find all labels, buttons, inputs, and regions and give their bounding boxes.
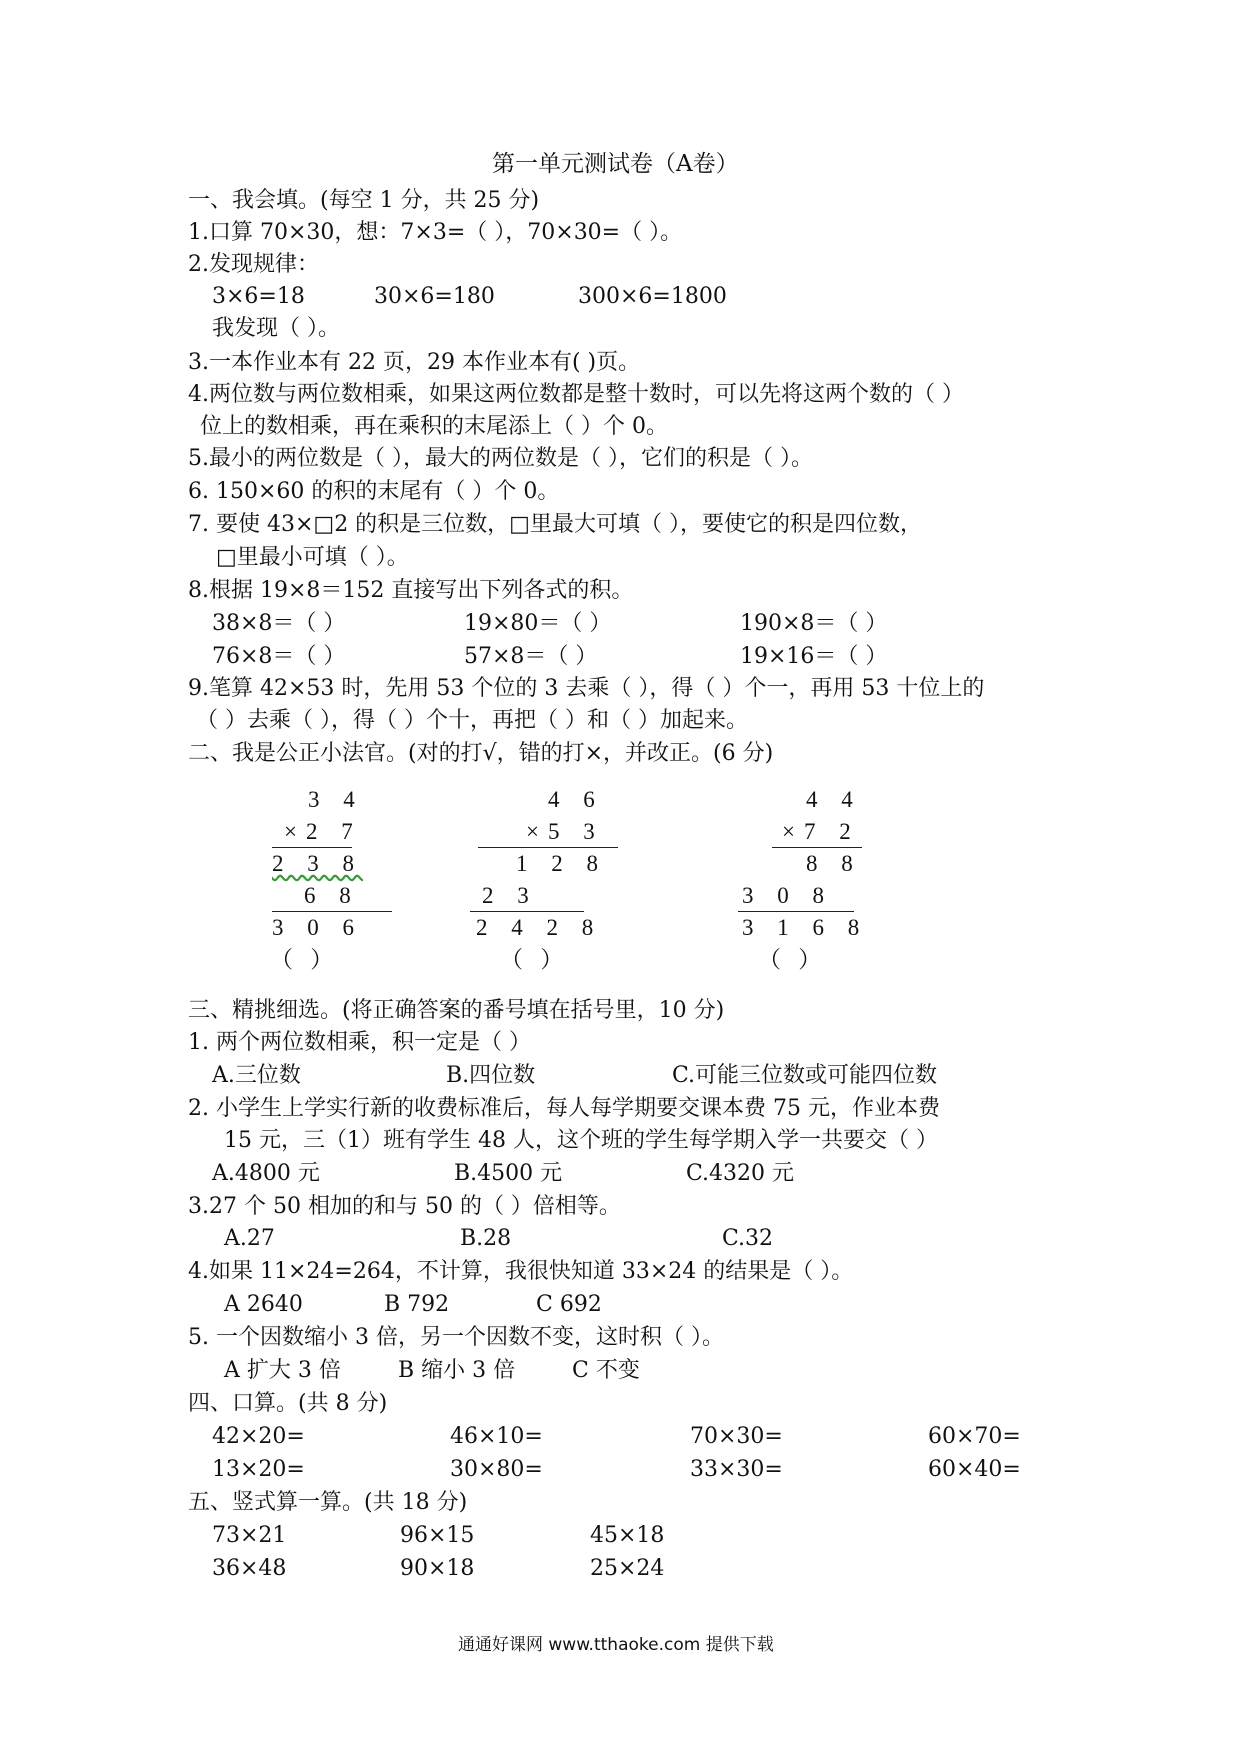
calc3-multiplicand: 4 4: [806, 787, 862, 812]
s3-q2-line1: 2. 小学生上学实行新的收费标准后，每人每学期要交课本费 75 元，作业本费: [188, 1096, 940, 1121]
s1-q8-item-5: 57×8＝（ ）: [464, 644, 598, 669]
calc2-result: 2 4 2 8: [476, 915, 603, 940]
calc2-rule-1: [478, 847, 618, 848]
s3-q5-opt-c: C 不变: [572, 1358, 640, 1383]
s4-item-3: 70×30=: [690, 1424, 783, 1449]
s3-q2-opt-b: B.4500 元: [454, 1161, 563, 1186]
calc3-rule-1: [772, 847, 862, 848]
section-1-heading: 一、我会填。(每空 1 分，共 25 分): [188, 188, 540, 213]
calc2-multiplier: ×5 3: [526, 819, 604, 844]
s1-q4-line2: 位上的数相乘，再在乘积的末尾添上（ ）个 0。: [200, 414, 668, 439]
calc1-result: 3 0 6: [272, 915, 363, 940]
section-5-heading: 五、竖式算一算。(共 18 分): [188, 1490, 468, 1515]
s3-q1-opt-c: C.可能三位数或可能四位数: [672, 1063, 938, 1088]
s1-q4-line1: 4.两位数与两位数相乘，如果这两位数都是整十数时，可以先将这两个数的（ ）: [188, 382, 964, 407]
s3-q3-opt-a: A.27: [224, 1226, 275, 1251]
s3-q1-opt-b: B.四位数: [446, 1063, 536, 1088]
s4-item-5: 13×20=: [212, 1457, 305, 1482]
s1-q7-line2: □里最小可填（ ）。: [216, 545, 409, 570]
page-title: 第一单元测试卷（A卷）: [492, 151, 739, 177]
s3-q4-opt-b: B 792: [384, 1292, 450, 1317]
section-4-heading: 四、口算。(共 8 分): [188, 1391, 388, 1416]
s3-q5-opt-a: A 扩大 3 倍: [224, 1358, 341, 1383]
s1-q9-line2: （ ）去乘（ ），得（ ）个十，再把（ ）和（ ）加起来。: [196, 708, 748, 733]
s3-q4-opt-a: A 2640: [224, 1292, 303, 1317]
s3-q1-opt-a: A.三位数: [212, 1063, 301, 1088]
s5-item-3: 45×18: [590, 1523, 665, 1548]
calc1-judge: （ ）: [270, 947, 334, 972]
calc2-partial-2: 2 3: [482, 883, 538, 908]
s4-item-4: 60×70=: [928, 1424, 1021, 1449]
section-2-heading: 二、我是公正小法官。(对的打√，错的打×，并改正。(6 分): [188, 741, 774, 766]
calc2-partial-1: 1 2 8: [516, 851, 607, 876]
s1-q1: 1.口算 70×30，想：7×3=（ ），70×30=（ ）。: [188, 220, 683, 245]
s1-q6: 6. 150×60 的积的末尾有（ ）个 0。: [188, 479, 560, 504]
s1-q7-line1: 7. 要使 43×□2 的积是三位数，□里最大可填（ ），要使它的积是四位数，: [188, 512, 922, 537]
calc1-partial-2: 6 8: [304, 883, 360, 908]
s1-q8-item-1: 38×8＝（ ）: [212, 611, 346, 636]
calc3-partial-2: 3 0 8: [742, 883, 833, 908]
s1-q8-item-3: 190×8＝（ ）: [740, 611, 888, 636]
s4-item-8: 60×40=: [928, 1457, 1021, 1482]
s3-q4-opt-c: C 692: [536, 1292, 602, 1317]
s1-q2-eq-2: 30×6=180: [374, 284, 495, 309]
s3-q3-opt-c: C.32: [722, 1226, 774, 1251]
calc3-multiplier: ×7 2: [782, 819, 860, 844]
s1-q8: 8.根据 19×8＝152 直接写出下列各式的积。: [188, 578, 634, 603]
calc1-multiplicand: 3 4: [308, 787, 364, 812]
footer-download-note: 通通好课网 www.tthaoke.com 提供下载: [458, 1635, 774, 1655]
s1-q5: 5.最小的两位数是（ ），最大的两位数是（ ），它们的积是（ ）。: [188, 446, 813, 471]
calc3-partial-1: 8 8: [806, 851, 862, 876]
s1-q8-item-4: 76×8＝（ ）: [212, 644, 346, 669]
s1-q2: 2.发现规律：: [188, 252, 319, 277]
s3-q3-opt-b: B.28: [460, 1226, 512, 1251]
s3-q5-opt-b: B 缩小 3 倍: [398, 1358, 516, 1383]
s3-q2-line2: 15 元，三（1）班有学生 48 人，这个班的学生每学期入学一共要交（ ）: [224, 1128, 938, 1153]
s5-item-1: 73×21: [212, 1523, 287, 1548]
s1-q3: 3.一本作业本有 22 页，29 本作业本有( )页。: [188, 350, 641, 375]
s5-item-4: 36×48: [212, 1556, 287, 1581]
calc1-rule-2: [272, 911, 392, 912]
s1-q8-item-6: 19×16＝（ ）: [740, 644, 888, 669]
s1-q2-find: 我发现（ ）。: [212, 316, 340, 341]
s1-q2-eq-3: 300×6=1800: [578, 284, 727, 309]
s4-item-2: 46×10=: [450, 1424, 543, 1449]
calc2-rule-2: [470, 911, 584, 912]
s3-q2-opt-a: A.4800 元: [212, 1161, 320, 1186]
s4-item-1: 42×20=: [212, 1424, 305, 1449]
section-3-heading: 三、精挑细选。(将正确答案的番号填在括号里，10 分): [188, 998, 725, 1023]
s4-item-7: 33×30=: [690, 1457, 783, 1482]
s1-q8-item-2: 19×80＝（ ）: [464, 611, 612, 636]
calc2-judge: （ ）: [500, 947, 564, 972]
s3-q3: 3.27 个 50 相加的和与 50 的（ ）倍相等。: [188, 1194, 621, 1219]
calc3-result: 3 1 6 8: [742, 915, 869, 940]
s3-q4: 4.如果 11×24=264，不计算，我很快知道 33×24 的结果是（ ）。: [188, 1259, 854, 1284]
calc1-partial-1: 2 3 8: [272, 851, 363, 876]
calc3-judge: （ ）: [758, 947, 822, 972]
s5-item-2: 96×15: [400, 1523, 475, 1548]
s1-q2-eq-1: 3×6=18: [212, 284, 305, 309]
calc1-rule-1: [272, 847, 352, 848]
s5-item-5: 90×18: [400, 1556, 475, 1581]
calc3-rule-2: [738, 911, 854, 912]
s1-q9-line1: 9.笔算 42×53 时，先用 53 个位的 3 去乘（ ），得（ ）个一，再用 53 十位上的: [188, 676, 985, 701]
s3-q1: 1. 两个两位数相乘，积一定是（ ）: [188, 1030, 531, 1055]
s3-q5: 5. 一个因数缩小 3 倍，另一个因数不变，这时积（ ）。: [188, 1325, 724, 1350]
calc2-multiplicand: 4 6: [548, 787, 604, 812]
s4-item-6: 30×80=: [450, 1457, 543, 1482]
calc1-multiplier: ×2 7: [284, 819, 362, 844]
s3-q2-opt-c: C.4320 元: [686, 1161, 795, 1186]
s5-item-6: 25×24: [590, 1556, 665, 1581]
